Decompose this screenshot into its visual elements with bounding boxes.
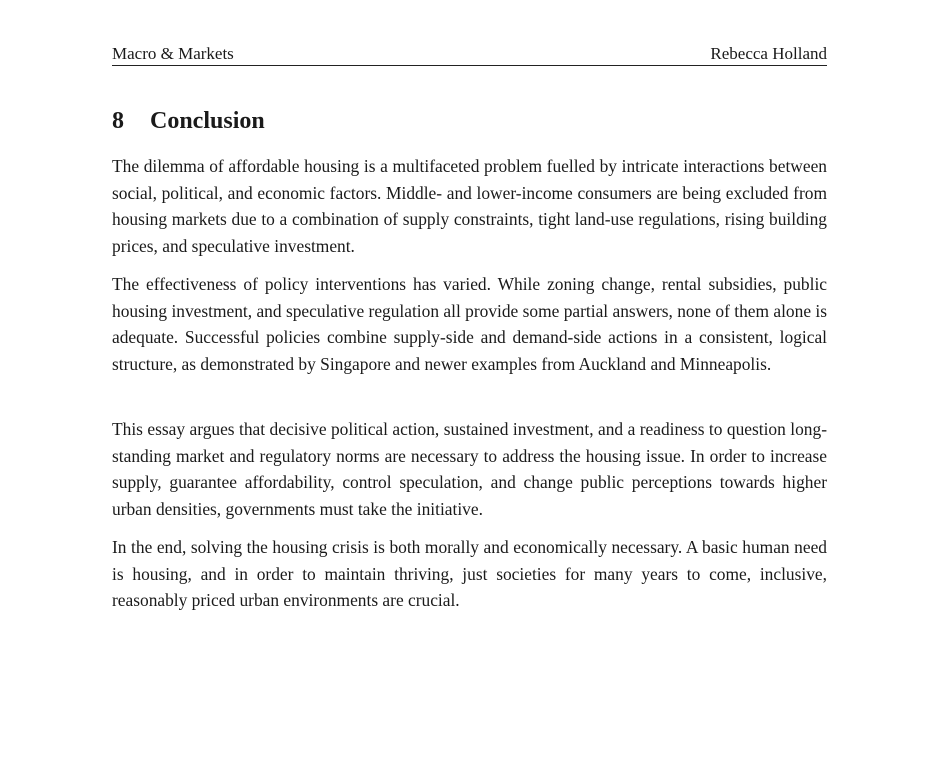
section-number: 8 — [112, 108, 124, 134]
body-paragraph-3: This essay argues that decisive political action, sustained investment, and a readiness to question long-standing market and regulatory norms are necessary to address the housing issue. In order to increase supply, guarantee affordability, control speculation, and change public perceptions towards higher urban densities, governments must take the initiative. — [112, 419, 827, 520]
body-paragraph-1: The dilemma of affordable housing is a multifaceted problem fuelled by intricate interactions between social, political, and economic factors. Middle- and lower-income consumers are being excluded from housing markets due to a combination of supply constraints, tight land-use regulations, rising building prices, and speculative investment. — [112, 156, 827, 257]
body-paragraph-2: The effectiveness of policy interventions has varied. While zoning change, rental subsidies, public housing investment, and speculative regulation all provide some partial answers, none of them alone is adequate. Successful policies combine supply-side and demand-side actions in a consistent, logical structure, as demonstrated by Singapore and newer examples from Auckland and Minneapolis. — [112, 274, 827, 375]
section-title: Conclusion — [150, 108, 265, 134]
header-author-name: Rebecca Holland — [710, 44, 827, 63]
running-header — [112, 43, 827, 66]
section-heading — [112, 105, 265, 137]
header-journal-title: Macro & Markets — [112, 44, 234, 63]
body-paragraph-4: In the end, solving the housing crisis is both morally and economically necessary. A basic human need is housing, and in order to maintain thriving, just societies for many years to come, inclusive, reasonably priced urban environments are crucial. — [112, 537, 827, 611]
